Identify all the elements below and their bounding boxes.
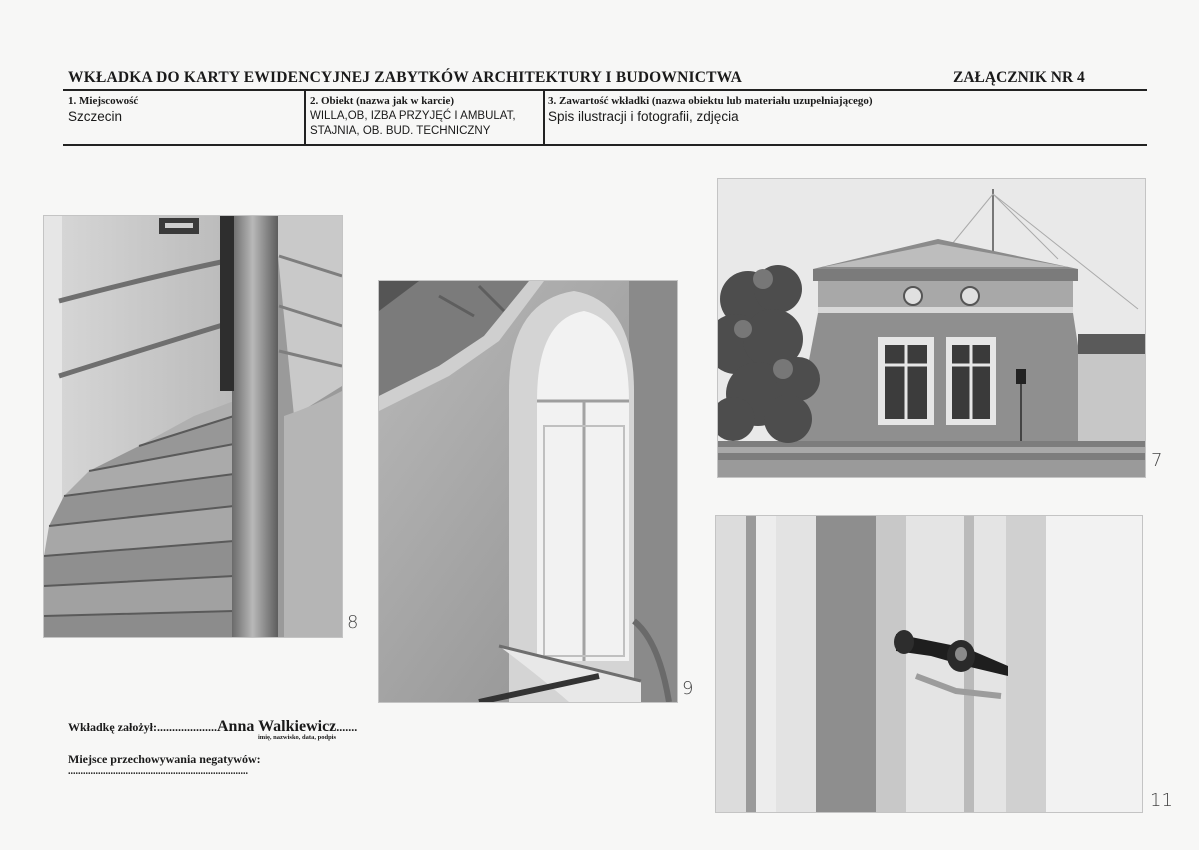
photo-number-11: 11 <box>1150 790 1173 811</box>
photo-number-8: 8 <box>347 612 359 633</box>
header-rule-bottom <box>63 144 1147 146</box>
object-label: 2. Obiekt (nazwa jak w karcie) <box>310 95 455 107</box>
header-divider-2 <box>543 89 545 145</box>
header-rule-top <box>63 89 1147 91</box>
created-by-name: Anna Walkiewicz <box>217 718 337 735</box>
created-by-label: Wkładkę założył:.................... <box>68 720 217 734</box>
object-value-line2: STAJNIA, OB. BUD. TECHNICZNY <box>310 125 491 137</box>
facade-image <box>718 179 1145 477</box>
content-label: 3. Zawartość wkładki (nazwa obiektu lub materiału uzupełniającego) <box>548 95 873 107</box>
negatives-dots: ........................................................................ <box>68 766 248 777</box>
locality-value: Szczecin <box>68 109 123 124</box>
photo-door-handle <box>716 516 1142 812</box>
document-title: WKŁADKA DO KARTY EWIDENCYJNEJ ZABYTKÓW ARCHITEKTURY I BUDOWNICTWA <box>68 69 743 86</box>
window-image <box>379 281 677 702</box>
header-divider-1 <box>304 89 306 145</box>
door-handle-image <box>716 516 1142 812</box>
photo-facade <box>718 179 1145 477</box>
photo-number-7: 7 <box>1151 450 1163 471</box>
photo-window <box>379 281 677 702</box>
annex-number: ZAŁĄCZNIK NR 4 <box>953 69 1085 86</box>
created-by-subcaption: imię, nazwisko, data, podpis <box>258 734 337 741</box>
negatives-label: Miejsce przechowywania negatywów: <box>68 752 261 766</box>
photo-number-9: 9 <box>682 678 694 699</box>
locality-label: 1. Miejscowość <box>68 95 139 107</box>
staircase-image <box>44 216 342 637</box>
content-value: Spis ilustracji i fotografii, zdjęcia <box>548 109 739 124</box>
object-value-line1: WILLA,OB, IZBA PRZYJĘĆ I AMBULAT, <box>310 110 516 122</box>
photo-staircase <box>44 216 342 637</box>
created-by-trail: ....... <box>336 720 358 734</box>
